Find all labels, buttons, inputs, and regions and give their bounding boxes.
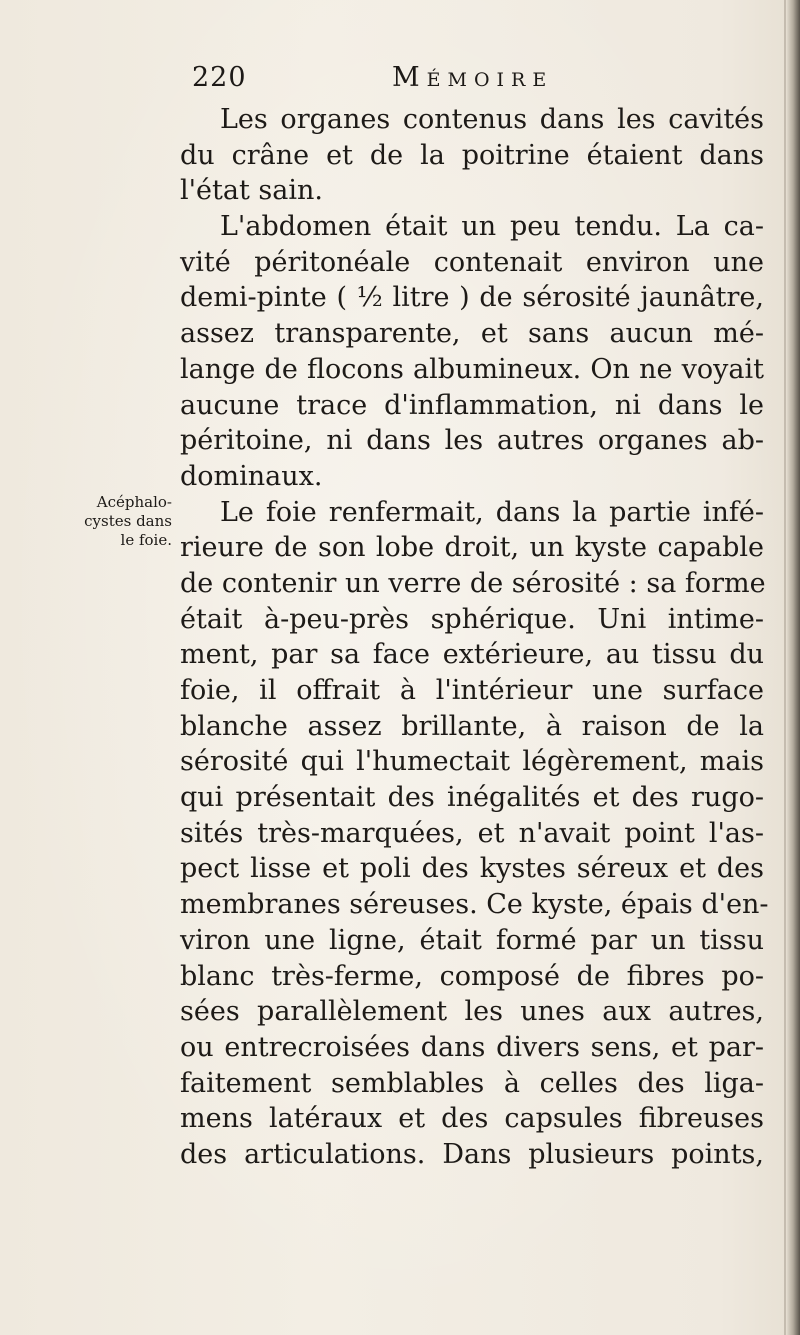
page-binding-edge <box>786 0 800 1335</box>
text-line: blanche assez brillante, à raison de la <box>180 710 764 742</box>
margin-note-line: cystes dans <box>84 512 172 530</box>
text-line: vité péritonéale contenait environ une <box>180 246 764 278</box>
text-line: l'état sain. <box>180 175 323 207</box>
text-line: de contenir un verre de sérosité : sa forme <box>180 567 766 599</box>
text-line: pect lisse et poli des kystes séreux et des <box>180 853 764 885</box>
text-line: Le foie renfermait, dans la partie infé- <box>220 496 764 528</box>
text-line: ment, par sa face extérieure, au tissu du <box>180 639 764 671</box>
text-line: du crâne et de la poitrine étaient dans <box>180 139 764 171</box>
text-line: aucune trace d'inflammation, ni dans le <box>180 389 764 421</box>
running-head: Mémoire <box>392 62 554 93</box>
text-line: membranes séreuses. Ce kyste, épais d'en- <box>180 889 769 921</box>
text-line: foie, il offrait à l'intérieur une surface <box>180 675 764 706</box>
text-line: sérosité qui l'humectait légèrement, mais <box>180 746 764 778</box>
text-line: assez transparente, et sans aucun mé- <box>180 318 764 350</box>
text-line: lange de flocons albumineux. On ne voyait <box>180 353 764 385</box>
text-line: des articulations. Dans plusieurs points, <box>180 1138 764 1170</box>
text-line: mens latéraux et des capsules fibreuses <box>180 1103 764 1135</box>
text-line: blanc très-ferme, composé de fibres po- <box>180 960 764 992</box>
text-line: était à-peu-près sphérique. Uni intime- <box>180 603 764 635</box>
margin-note-line: Acéphalo- <box>96 493 172 511</box>
page-number: 220 <box>192 62 247 93</box>
text-line: dominaux. <box>180 460 323 492</box>
text-line: péritoine, ni dans les autres organes ab- <box>180 425 764 457</box>
text-line: faitement semblables à celles des liga- <box>180 1067 764 1099</box>
text-line: ou entrecroisées dans divers sens, et par- <box>180 1031 764 1063</box>
body-text <box>180 102 769 1173</box>
page-header <box>192 58 632 98</box>
margin-note-line: le foie. <box>120 531 172 549</box>
text-line: sées parallèlement les unes aux autres, <box>180 996 764 1028</box>
text-line: demi-pinte ( ½ litre ) de sérosité jaunâtre, <box>180 282 764 314</box>
text-line: sités très-marquées, et n'avait point l'as- <box>180 817 764 849</box>
text-line: rieure de son lobe droit, un kyste capable <box>180 532 764 564</box>
margin-note <box>60 493 172 550</box>
text-line: qui présentait des inégalités et des rugo- <box>180 782 764 814</box>
text-line: viron une ligne, était formé par un tissu <box>180 924 764 956</box>
text-line: L'abdomen était un peu tendu. La ca- <box>220 211 764 243</box>
text-line: Les organes contenus dans les cavités <box>220 104 764 135</box>
